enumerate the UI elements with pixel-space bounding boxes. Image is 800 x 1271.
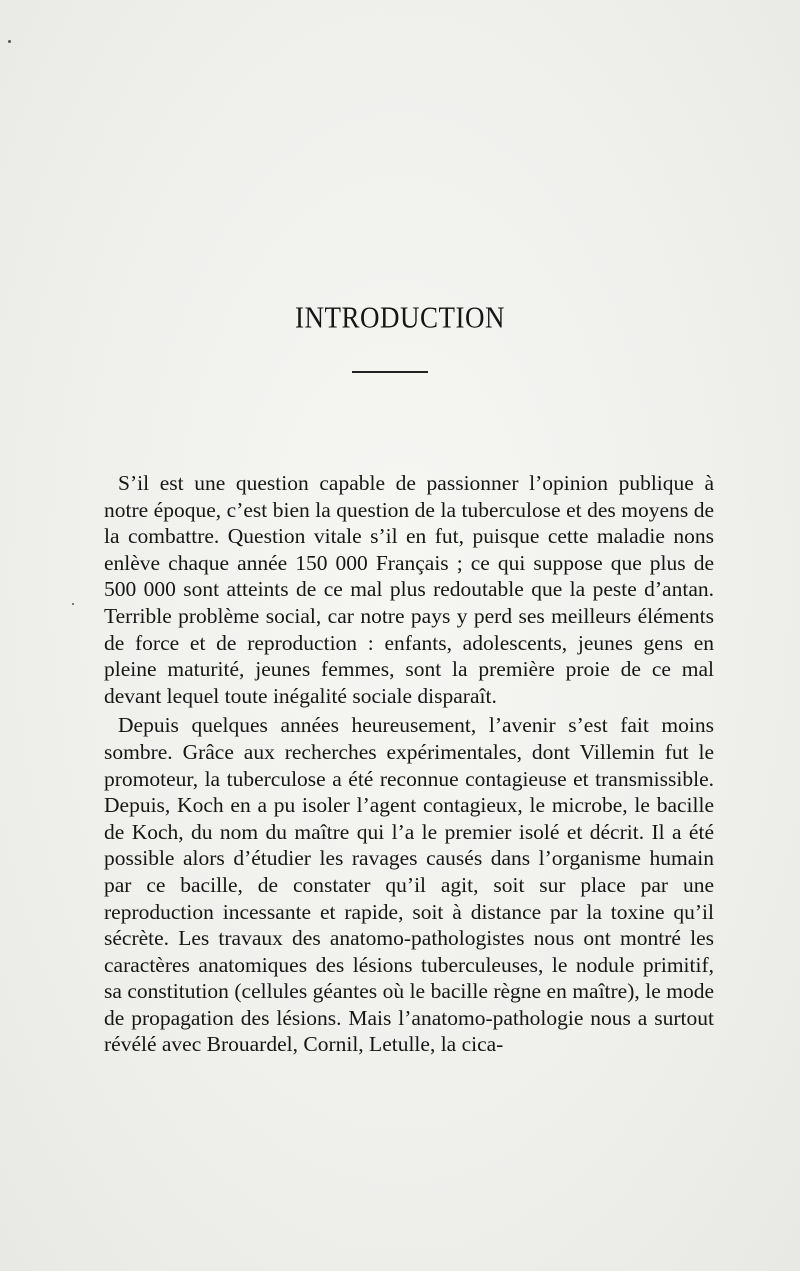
title-rule — [352, 371, 428, 373]
chapter-body — [104, 470, 714, 1058]
paper-speck — [72, 603, 74, 605]
paper-speck — [8, 40, 11, 43]
chapter-title: INTRODUCTION — [295, 300, 505, 335]
paragraph-1: S’il est une question capable de passionner l’opinion publique à notre époque, c’est bien la question de la tuberculose et des moyens de la combattre. Question vitale s’il en fut, puisque cette maladie nons enlève chaque année 150 000 Français ; ce qui suppose que plus de 500 000 sont atteints de ce mal plus redoutable que la peste d’antan. Terrible problème social, car notre pays y perd ses meilleurs éléments de force et de reproduction : enfants, adolescents, jeunes gens en pleine maturité, jeunes femmes, sont la première proie de ce mal devant lequel toute inégalité sociale disparaît. — [104, 471, 714, 708]
paragraph-2: Depuis quelques années heureusement, l’avenir s’est fait moins sombre. Grâce aux recherches expérimentales, dont Villemin fut le promoteur, la tuberculose a été reconnue contagieuse et transmissible. Depuis, Koch en a pu isoler l’agent contagieux, le microbe, le bacille de Koch, du nom du maître qui l’a le premier isolé et décrit. Il a été possible alors d’étudier les ravages causés dans l’organisme humain par ce bacille, de constater qu’il agit, soit sur place par une reproduction incessante et rapide, soit à distance par la toxine qu’il sécrète. Les travaux des anatomo-pathologistes nous ont montré les caractères anatomiques des lésions tuberculeuses, le nodule primitif, sa constitution (cellules géantes où le bacille règne en maître), le mode de propagation des lésions. Mais l’anatomo-pathologie nous a surtout révélé avec Brouardel, Cornil, Letulle, la cica- — [104, 713, 714, 1057]
